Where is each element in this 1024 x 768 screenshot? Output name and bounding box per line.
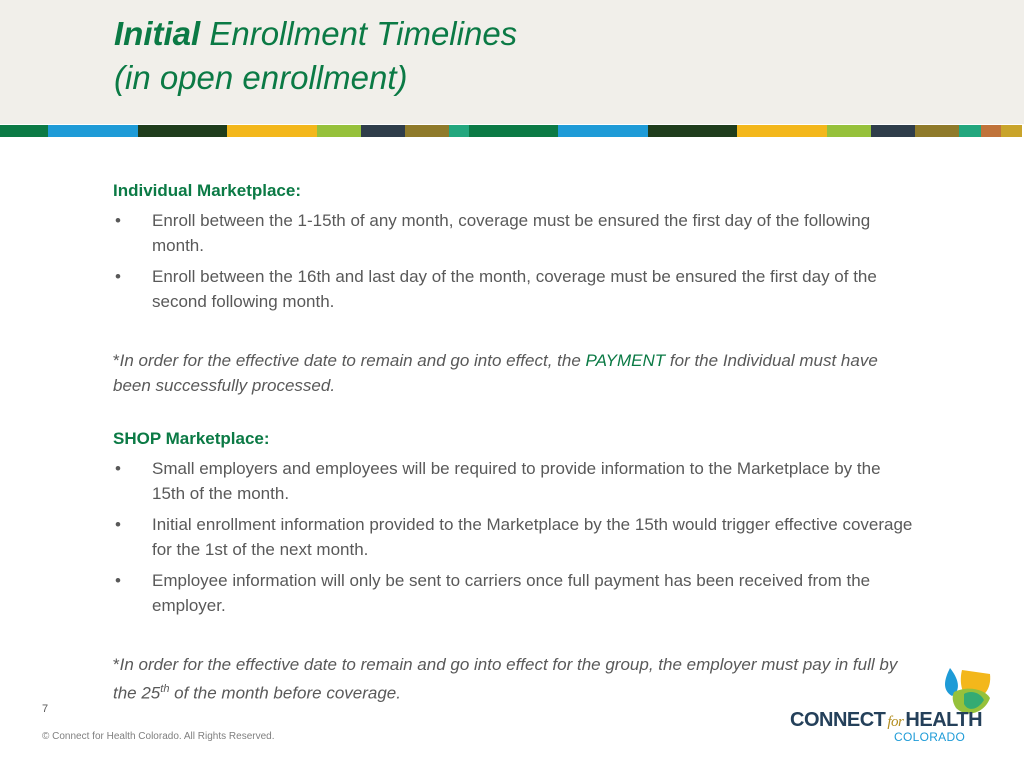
bullet-icon: •: [115, 267, 121, 286]
shop-heading: SHOP Marketplace:: [113, 429, 270, 448]
stripe-segment: [737, 125, 827, 137]
shop-bullets: [113, 456, 913, 618]
bullet-icon: •: [115, 459, 121, 478]
stripe-segment: [405, 125, 449, 137]
color-stripe: [0, 125, 1024, 137]
stripe-segment: [317, 125, 361, 137]
logo-wordmark: CONNECT for HEALTH: [790, 709, 983, 731]
stripe-segment: [871, 125, 915, 137]
stripe-segment: [915, 125, 959, 137]
slide-content: [113, 178, 913, 706]
stripe-segment: [981, 125, 1001, 137]
list-item: • Initial enrollment information provided to the Marketplace by the 15th would trigger effective coverage for the 1st of the next month.: [113, 512, 913, 562]
slide-title: [114, 12, 517, 100]
stripe-segment: [558, 125, 648, 137]
stripe-segment: [138, 125, 227, 137]
copyright-text: © Connect for Health Colorado. All Rights Reserved.: [42, 731, 275, 742]
stripe-segment: [361, 125, 405, 137]
bullet-icon: •: [115, 571, 121, 590]
list-item: • Enroll between the 1-15th of any month, coverage must be ensured the first day of the following month.: [113, 208, 913, 258]
individual-bullets: [113, 208, 913, 314]
stripe-segment: [449, 125, 469, 137]
list-item: • Small employers and employees will be required to provide information to the Marketplace by the 15th of the month.: [113, 456, 913, 506]
stripe-segment: [1001, 125, 1022, 137]
stripe-segment: [227, 125, 317, 137]
slide-header: [0, 0, 1024, 124]
list-item: • Enroll between the 16th and last day of the month, coverage must be ensured the first day of the second following month.: [113, 264, 913, 314]
list-item: • Employee information will only be sent to carriers once full payment has been received from the employer.: [113, 568, 913, 618]
stripe-segment: [959, 125, 981, 137]
title-rest: Enrollment Timelines: [200, 15, 518, 52]
connect-for-health-logo: [790, 664, 1000, 746]
stripe-segment: [469, 125, 558, 137]
stripe-segment: [648, 125, 737, 137]
ordinal-suffix: th: [160, 683, 170, 695]
bullet-icon: •: [115, 211, 121, 230]
individual-note: *In order for the effective date to remain and go into effect, the PAYMENT for the Individual must have been successfully processed.: [113, 351, 878, 395]
title-line2: (in open enrollment): [114, 59, 408, 96]
individual-heading: Individual Marketplace:: [113, 181, 301, 200]
slide-number: 7: [42, 703, 49, 715]
bullet-icon: •: [115, 515, 121, 534]
stripe-segment: [827, 125, 871, 137]
title-bold: Initial: [114, 15, 201, 52]
payment-emphasis: PAYMENT: [585, 351, 666, 370]
shop-note: *In order for the effective date to remain and go into effect for the group, the employer must pay in full by the 25th of the month before coverage.: [113, 655, 898, 703]
stripe-segment: [48, 125, 138, 137]
logo-colorado: COLORADO: [894, 730, 966, 744]
stripe-segment: [0, 125, 48, 137]
